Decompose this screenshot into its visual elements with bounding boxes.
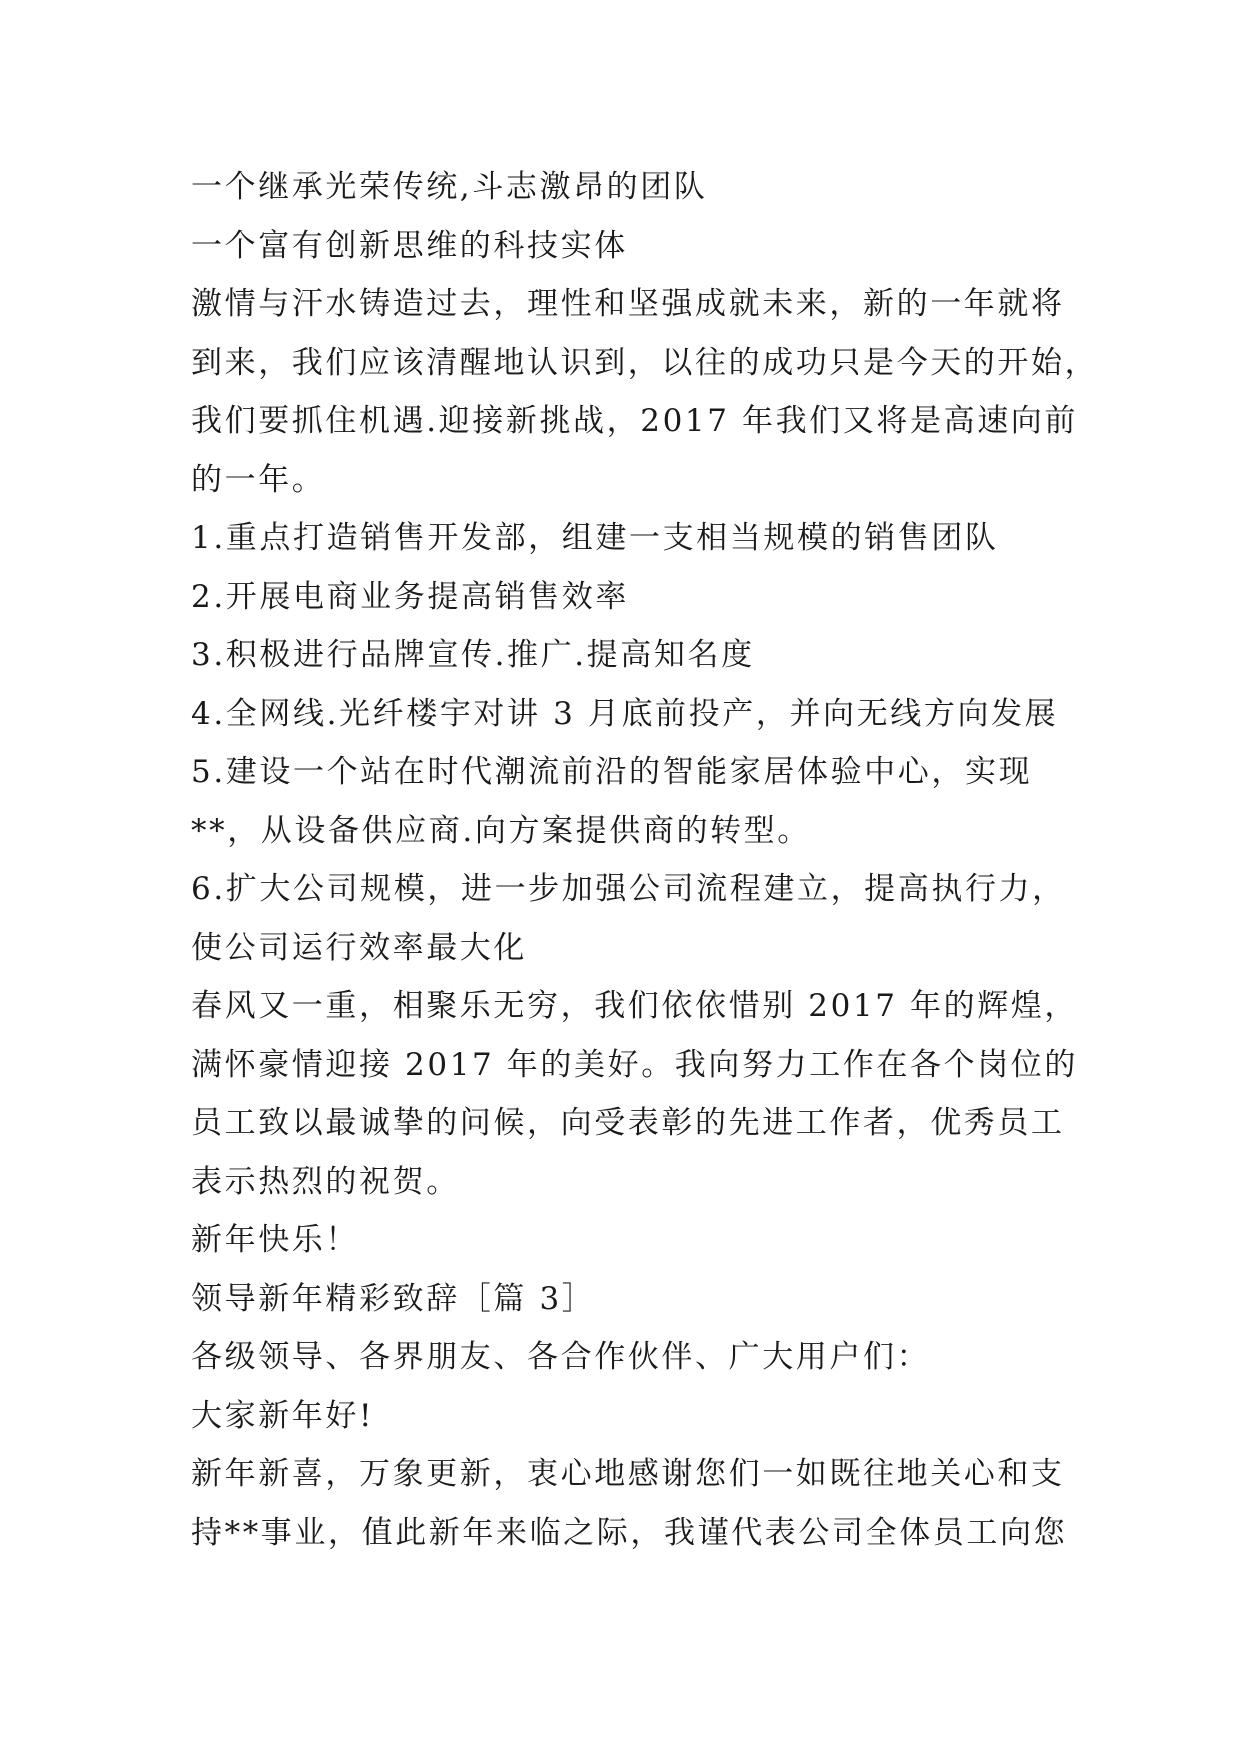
text-line: 激情与汗水铸造过去，理性和坚强成就未来，新的一年就将 — [191, 286, 1065, 322]
list-item: 2.开展电商业务提高销售效率 — [191, 578, 629, 615]
text-line: 新年快乐！ — [191, 1222, 359, 1258]
list-item: 4.全网线.光纤楼宇对讲 3 月底前投产，并向无线方向发展 — [191, 695, 1059, 732]
text-line: 一个富有创新思维的科技实体 — [191, 227, 628, 264]
list-item: 5.建设一个站在时代潮流前沿的智能家居体验中心，实现 — [191, 754, 1033, 790]
list-item: 3.积极进行品牌宣传.推广.提高知名度 — [191, 637, 755, 673]
text-line: 到来，我们应该清醒地认识到，以往的成功只是今天的开始， — [191, 344, 1099, 381]
text-line: 满怀豪情迎接 2017 年的美好。我向努力工作在各个岗位的 — [191, 1046, 1078, 1083]
text-line: 持**事业，值此新年来临之际，我谨代表公司全体员工向您 — [191, 1514, 1068, 1551]
text-line: 春风又一重，相聚乐无穷，我们依依惜别 2017 年的辉煌， — [191, 988, 1078, 1024]
text-line: 的一年。 — [191, 461, 326, 498]
text-line: **，从设备供应商.向方案提供商的转型。 — [191, 812, 811, 849]
list-item: 1.重点打造销售开发部，组建一支相当规模的销售团队 — [191, 520, 999, 556]
section-heading: 领导新年精彩致辞［篇 3］ — [191, 1280, 596, 1317]
greeting: 大家新年好! — [191, 1397, 375, 1434]
text-line: 新年新喜，万象更新，衷心地感谢您们一如既往地关心和支 — [191, 1456, 1065, 1492]
document-body — [191, 158, 1099, 1562]
text-line: 我们要抓住机遇.迎接新挑战，2017 年我们又将是高速向前 — [191, 403, 1078, 439]
list-item: 6.扩大公司规模，进一步加强公司流程建立，提高执行力， — [191, 871, 1066, 907]
salutation: 各级领导、各界朋友、各合作伙伴、广大用户们： — [191, 1339, 931, 1375]
text-line: 一个继承光荣传统,斗志激昂的团队 — [191, 169, 708, 205]
text-line: 员工致以最诚挚的问候，向受表彰的先进工作者，优秀员工 — [191, 1105, 1065, 1141]
text-line: 表示热烈的祝贺。 — [191, 1163, 460, 1200]
text-line: 使公司运行效率最大化 — [191, 929, 527, 966]
